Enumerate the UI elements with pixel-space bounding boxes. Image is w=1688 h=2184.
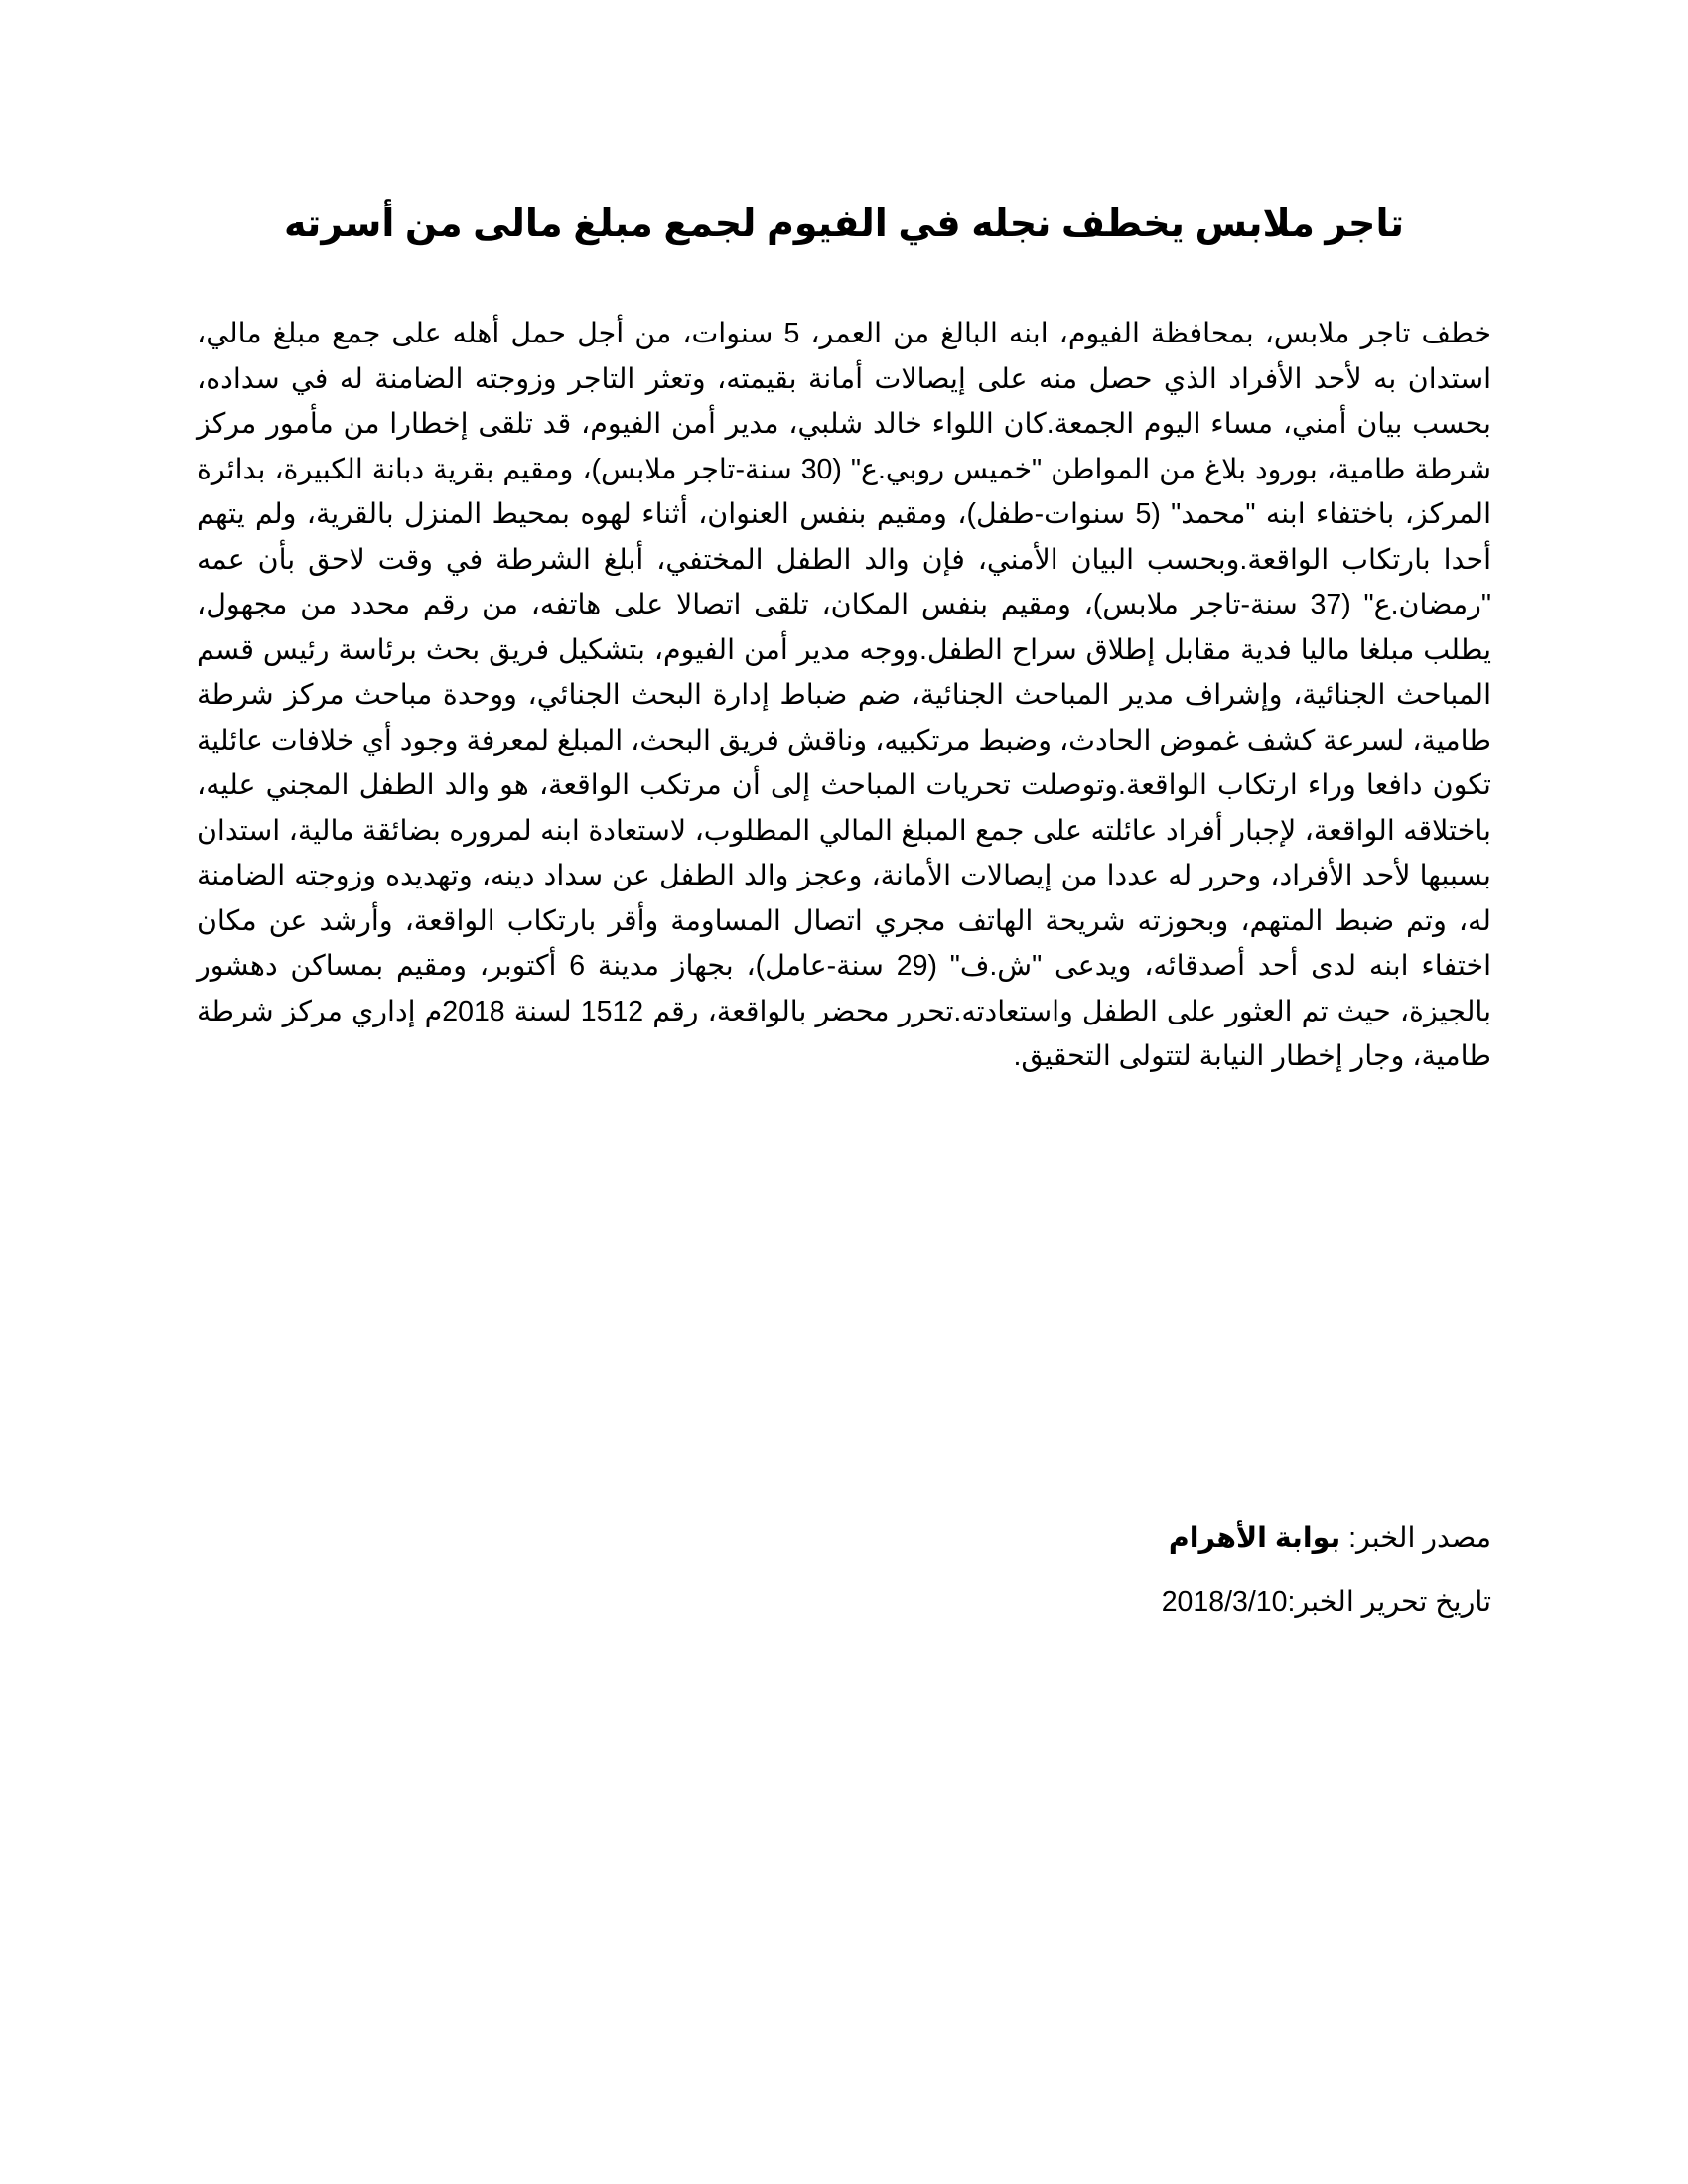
source-label: مصدر الخبر: <box>1348 1522 1491 1554</box>
date-value: 2018/3/10 <box>1161 1586 1288 1618</box>
source-line <box>197 1516 1491 1560</box>
article-body: خطف تاجر ملابس، بمحافظة الفيوم، ابنه البالغ من العمر، 5 سنوات، من أجل حمل أهله على جمع مبلغ مالي، استدان به لأحد الأفراد الذي حصل منه على إيصالات أمانة بقيمته، وتعثر التاجر وزوجته الضامنة له في سداده، بحسب بيان أمني، مساء اليوم الجمعة.كان اللواء خالد شلبي، مدير أمن الفيوم، قد تلقى إخطارا من مأمور مركز شرطة طامية، بورود بلاغ من المواطن "خميس روبي.ع" (30 سنة-تاجر ملابس)، ومقيم بقرية دبانة الكبيرة، بدائرة المركز، باختفاء ابنه "محمد" (5 سنوات-طفل)، ومقيم بنفس العنوان، أثناء لهوه بمحيط المنزل بالقرية، ولم يتهم أحدا بارتكاب الواقعة.وبحسب البيان الأمني، فإن والد الطفل المختفي، أبلغ الشرطة في وقت لاحق بأن عمه "رمضان.ع" (37 سنة-تاجر ملابس)، ومقيم بنفس المكان، تلقى اتصالا على هاتفه، من رقم محدد من مجهول، يطلب مبلغا ماليا فدية مقابل إطلاق سراح الطفل.ووجه مدير أمن الفيوم، بتشكيل فريق بحث برئاسة رئيس قسم المباحث الجنائية، وإشراف مدير المباحث الجنائية، ضم ضباط إدارة البحث الجنائي، ووحدة مباحث مركز شرطة طامية، لسرعة كشف غموض الحادث، وضبط مرتكبيه، وناقش فريق البحث، المبلغ لمعرفة وجود أي خلافات عائلية تكون دافعا وراء ارتكاب الواقعة.وتوصلت تحريات المباحث إلى أن مرتكب الواقعة، هو والد الطفل المجني عليه، باختلاقه الواقعة، لإجبار أفراد عائلته على جمع المبلغ المالي المطلوب، لاستعادة ابنه لمروره بضائقة مالية، استدان بسببها لأحد الأفراد، وحرر له عددا من إيصالات الأمانة، وعجز والد الطفل عن سداد دينه، وتهديده وزوجته الضامنة له، وتم ضبط المتهم، وبحوزته شريحة الهاتف مجري اتصال المساومة وأقر بارتكاب الواقعة، وأرشد عن مكان اختفاء ابنه لدى أحد أصدقائه، ويدعى "ش.ف" (29 سنة-عامل)، بجهاز مدينة 6 أكتوبر، ومقيم بمساكن دهشور بالجيزة، حيث تم العثور على الطفل واستعادته.تحرر محضر بالواقعة، رقم 1512 لسنة 2018م إداري مركز شرطة طامية، وجار إخطار النيابة لتتولى التحقيق. <box>197 318 1492 1072</box>
date-label: تاريخ تحرير الخبر: <box>1287 1586 1491 1618</box>
article-title: تاجر ملابس يخطف نجله في الفيوم لجمع مبلغ مالى من أسرته <box>284 204 1404 245</box>
source-value: بوابة الأهرام <box>1168 1522 1341 1554</box>
date-line <box>197 1580 1491 1624</box>
